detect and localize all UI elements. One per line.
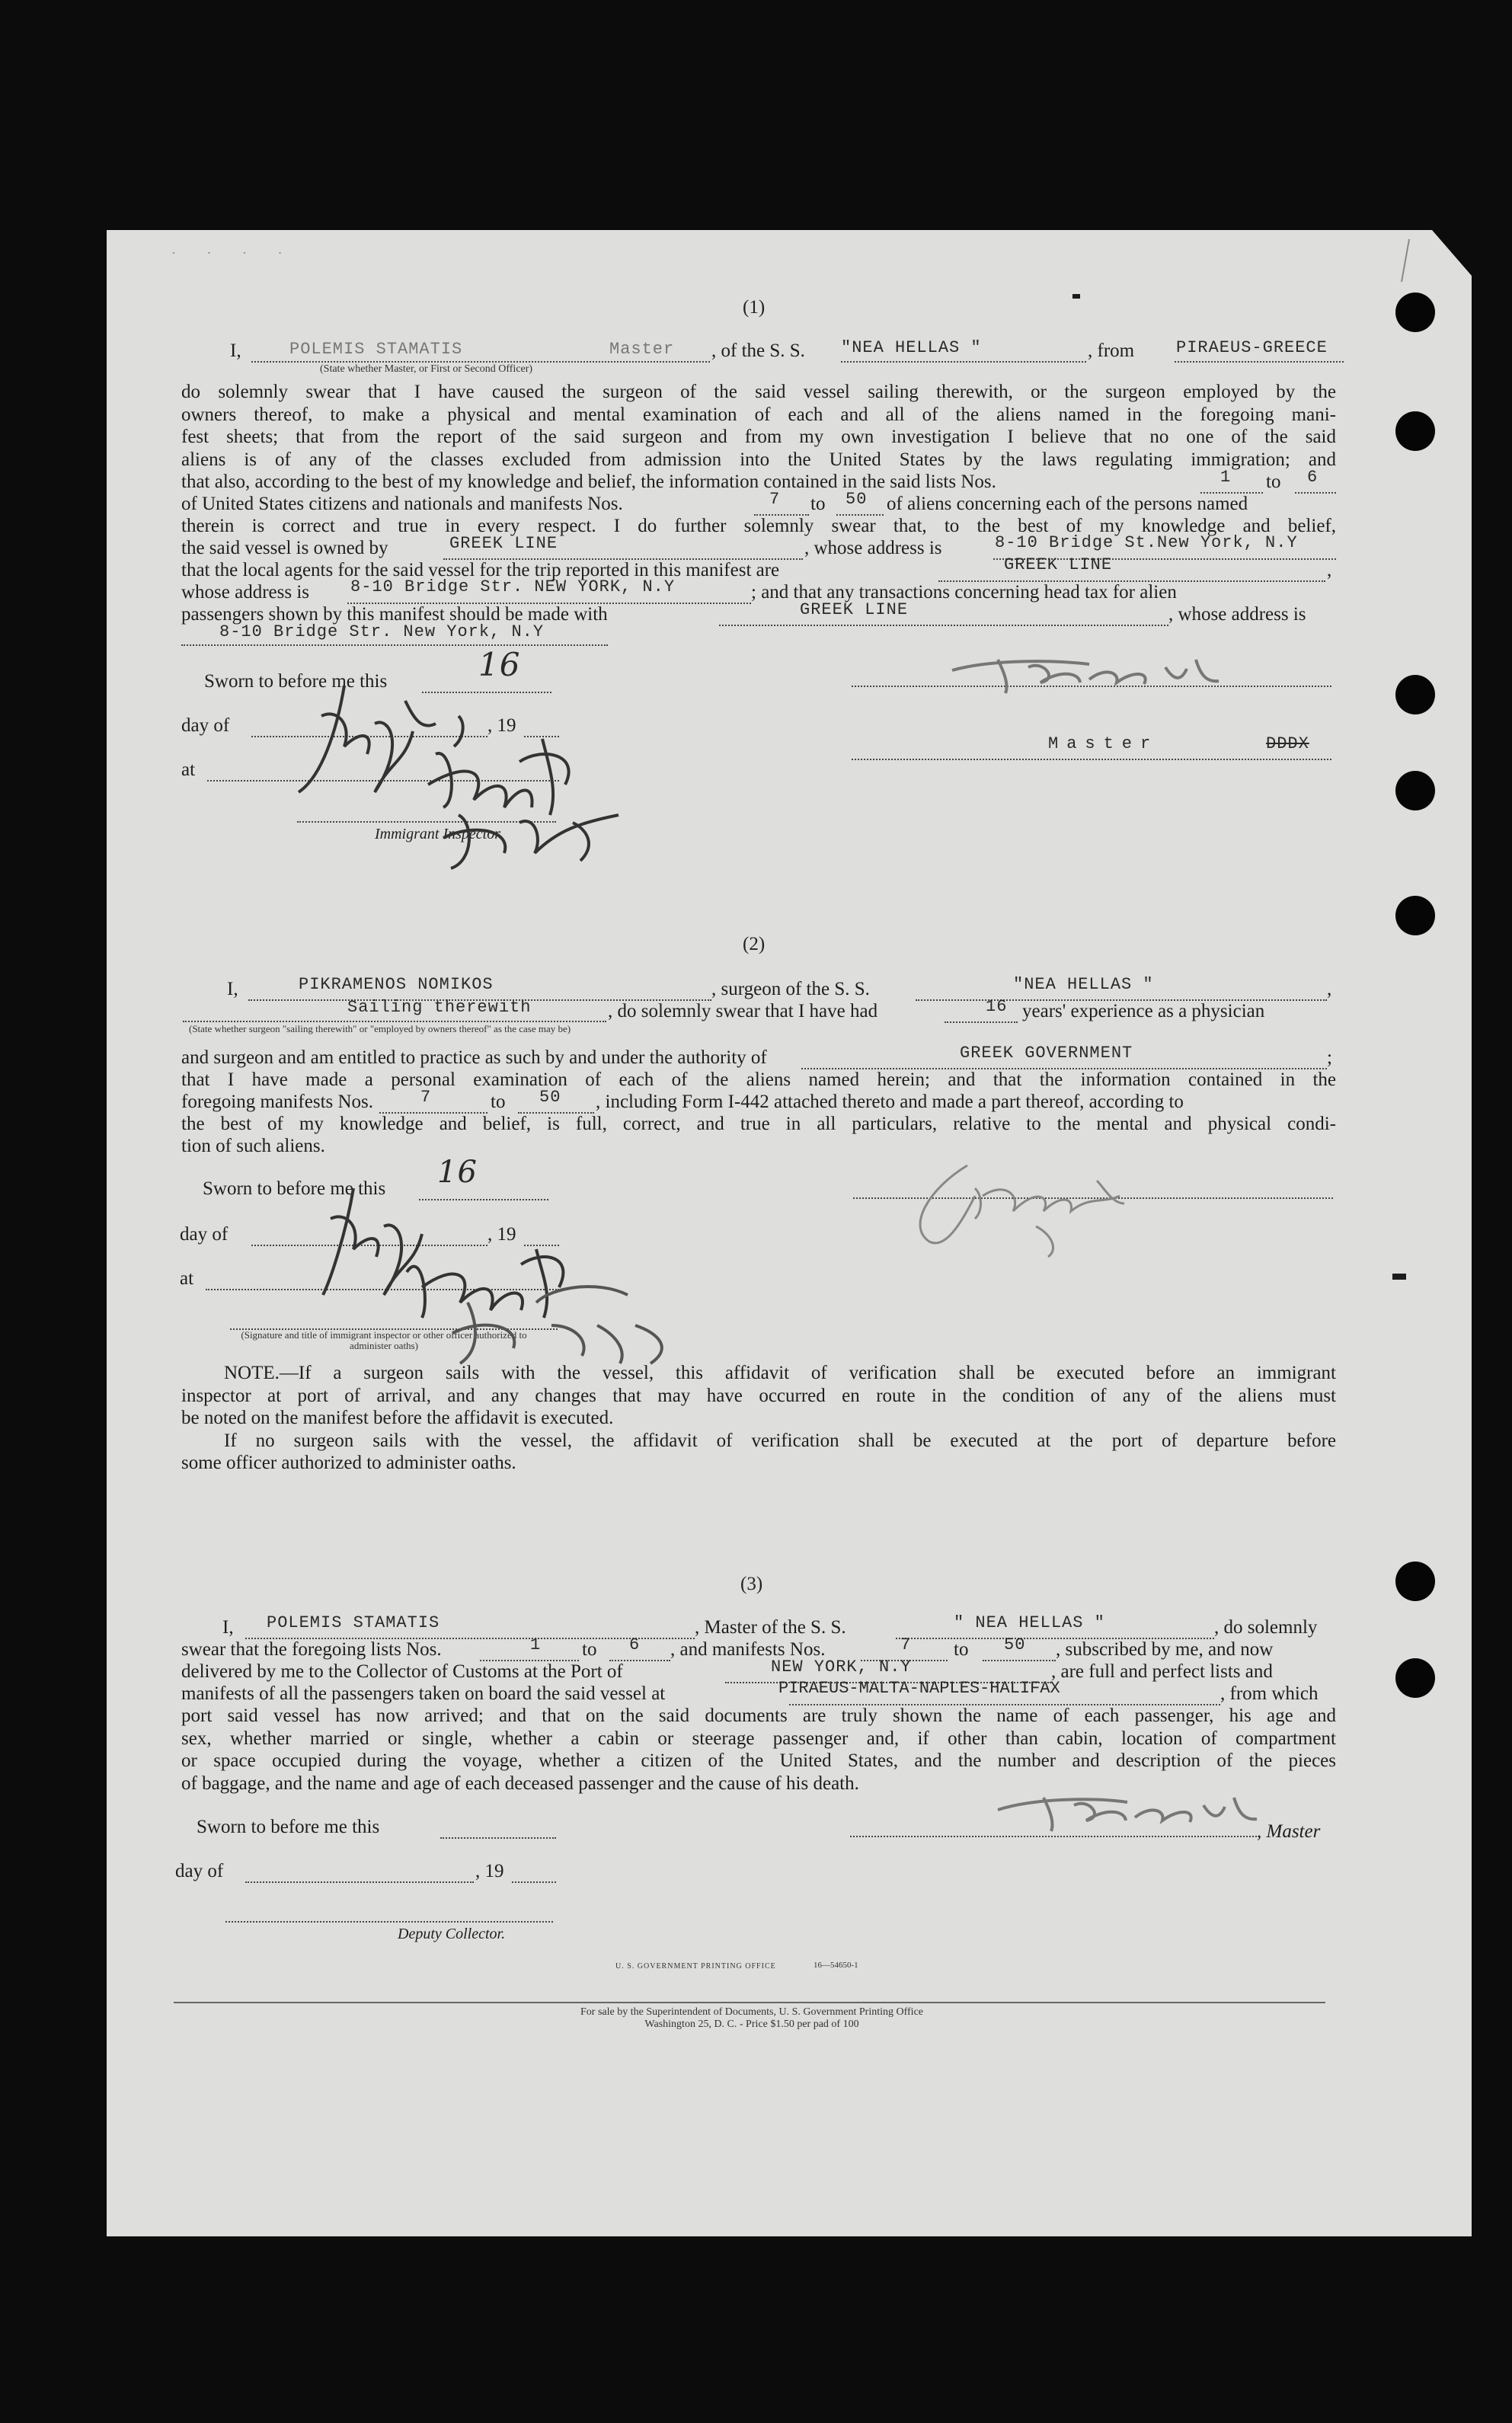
para-line: , from which xyxy=(1220,1683,1319,1704)
years-fill: 16 xyxy=(986,997,1008,1016)
at-label: at xyxy=(180,1268,194,1289)
punch-hole xyxy=(1395,292,1435,332)
sale-line-1: For sale by the Superintendent of Documents, U. S. Government Printing Office xyxy=(580,2006,923,2018)
manifest-to-fill: 50 xyxy=(539,1088,561,1107)
collector-label: Deputy Collector. xyxy=(398,1926,506,1942)
to-label: to xyxy=(1266,471,1281,492)
year-label: , 19 xyxy=(475,1861,504,1881)
lists-to-fill: 6 xyxy=(1307,468,1319,487)
headtax-address-fill: 8-10 Bridge Str. New York, N.Y xyxy=(219,622,545,641)
section-2-number: (2) xyxy=(743,934,766,954)
form-code: 16—54650-1 xyxy=(814,1961,858,1970)
para-line: of United States citizens and nationals and manifests Nos. xyxy=(181,494,623,514)
para-line: do solemnly swear that I have caused the surgeon of the said vessel sailing therewith, or the surgeon employed by the xyxy=(181,382,1336,402)
note-line: be noted on the manifest before the affidavit is executed. xyxy=(181,1408,614,1428)
from-port-fill: PIRAEUS-GREECE xyxy=(1176,338,1328,357)
para-line: that I have made a personal examination of each of the aliens named herein; and that the information contained in the xyxy=(181,1069,1336,1090)
years-label: years' experience as a physician xyxy=(1022,1001,1265,1021)
footer-rule xyxy=(174,2002,1325,2003)
swear-label: , do solemnly swear that I have had xyxy=(608,1001,878,1021)
note-line: inspector at port of arrival, and any changes that may have occurred en route in the condition of any of the aliens must xyxy=(181,1385,1336,1406)
sworn-label: Sworn to before me this xyxy=(203,1178,386,1199)
punch-hole xyxy=(1395,1562,1435,1601)
manifest-to-fill: 50 xyxy=(1004,1635,1026,1654)
para-line: , are full and perfect lists and xyxy=(1051,1661,1273,1682)
para-line: , whose address is xyxy=(1168,604,1306,625)
comma: , xyxy=(1327,560,1332,580)
para-line: whose address is xyxy=(181,582,310,603)
to-label: to xyxy=(954,1639,969,1660)
officer-hint: (Signature and title of immigrant inspector or other officer authorized to administer oaths) xyxy=(241,1329,527,1351)
master-strike-fill: DDDX xyxy=(1266,734,1309,753)
edge-mark xyxy=(1394,238,1417,287)
from-line xyxy=(1175,361,1344,363)
headtax-line xyxy=(719,625,1168,626)
sworn-day-fill: 16 xyxy=(437,1155,478,1190)
para-line: and surgeon and am entitled to practice as such by and under the authority of xyxy=(181,1047,767,1068)
master-label: , Master xyxy=(1257,1821,1321,1842)
sworn-label: Sworn to before me this xyxy=(197,1817,380,1837)
sworn-label: Sworn to before me this xyxy=(204,671,388,692)
para-line: delivered by me to the Collector of Customs at the Port of xyxy=(181,1661,623,1682)
lists-to-fill: 6 xyxy=(629,1635,641,1654)
day-of-label: day of xyxy=(180,1224,229,1245)
note-paragraph xyxy=(181,1362,1336,1475)
para-line: , and manifests Nos. xyxy=(670,1639,826,1660)
para-line: , subscribed by me, and now xyxy=(1056,1639,1274,1660)
status-line xyxy=(183,1021,606,1022)
master-signature xyxy=(945,637,1280,702)
gpo-imprint: U. S. GOVERNMENT PRINTING OFFICE xyxy=(615,1962,776,1971)
punch-hole xyxy=(1395,896,1435,935)
para-line: , do solemnly xyxy=(1214,1617,1318,1638)
manifest-from-fill: 7 xyxy=(420,1088,432,1107)
surgeon-vessel-fill: "NEA HELLAS " xyxy=(1013,975,1154,994)
section-1-paragraph xyxy=(181,381,1336,471)
punch-hole xyxy=(1395,411,1435,451)
inspector-label: Immigrant Inspector. xyxy=(375,826,503,842)
owner-address-fill: 8-10 Bridge St.New York, N.Y xyxy=(995,533,1298,552)
para-line: tion of such aliens. xyxy=(181,1136,325,1156)
para-line: fest sheets; that from the report of the said surgeon and from my own investigation I believe that no one of the said xyxy=(181,427,1336,447)
surgeon-signature xyxy=(899,1150,1158,1261)
section-3-i-label: I, xyxy=(222,1617,234,1638)
para-line: , including Form I-442 attached thereto and made a part thereof, according to xyxy=(596,1092,1184,1112)
paper-mark xyxy=(1072,294,1080,299)
para-line: that the local agents for the said vessel for the trip reported in this manifest are xyxy=(181,560,780,580)
master-name-fill: POLEMIS STAMATIS xyxy=(267,1613,440,1632)
ports-fill: PIRAEUS-MALTA-NAPLES-HALIFAX xyxy=(778,1679,1060,1698)
port-fill: NEW YORK, N.Y xyxy=(771,1657,912,1677)
to-label: to xyxy=(582,1639,597,1660)
vessel-fill: "NEA HELLAS " xyxy=(841,338,982,357)
vessel-line xyxy=(841,361,1086,363)
para-line: therein is correct and true in every respect. I do further solemnly swear that, to the best of my knowledge and belief, xyxy=(181,516,1336,536)
para-line: of aliens concerning each of the persons named xyxy=(887,494,1248,514)
paper-mark xyxy=(1392,1274,1406,1280)
para-line: , whose address is xyxy=(804,538,942,558)
para-line: aliens is of any of the classes excluded from admission into the United States by the laws regulating immigration; and xyxy=(181,449,1336,470)
day-of-label: day of xyxy=(181,715,230,736)
lists-from-fill: 1 xyxy=(530,1635,542,1654)
manifest-to-fill: 50 xyxy=(846,490,868,509)
at-label: at xyxy=(181,759,196,780)
para-line: foregoing manifests Nos. xyxy=(181,1092,374,1112)
section-2-paragraph-b xyxy=(181,1113,1336,1136)
lists-to-line xyxy=(1295,492,1336,494)
note-line: If no surgeon sails with the vessel, the affidavit of verification shall be executed at the port of departure before xyxy=(224,1430,1336,1451)
para-line: swear that the foregoing lists Nos. xyxy=(181,1639,442,1660)
para-line: of baggage, and the name and age of each deceased passenger and the cause of his death. xyxy=(181,1772,859,1794)
para-line: ; and that any transactions concerning head tax for alien xyxy=(751,582,1177,603)
para-line: port said vessel has now arrived; and that on the said documents are truly shown the name of each passenger, his age and xyxy=(181,1705,1336,1726)
master-signature xyxy=(990,1775,1295,1840)
surgeon-of-label: , surgeon of the S. S. xyxy=(711,979,870,999)
manifest-to-line xyxy=(983,1660,1056,1661)
manifest-from-fill: 7 xyxy=(900,1635,912,1654)
day-of-label: day of xyxy=(175,1861,224,1881)
from-label: , from xyxy=(1088,340,1135,361)
agent-fill: GREEK LINE xyxy=(1004,555,1113,574)
agent-address-fill: 8-10 Bridge Str. NEW YORK, N.Y xyxy=(350,577,676,596)
para-line: or space occupied during the voyage, whether a citizen of the United States, and the number and description of the pieces xyxy=(181,1750,1336,1771)
surgeon-name-fill: PIKRAMENOS NOMIKOS xyxy=(299,975,494,994)
to-label: to xyxy=(810,494,826,514)
para-line: passengers shown by this manifest should be made with xyxy=(181,604,608,625)
note-line: some officer authorized to administer oaths. xyxy=(181,1453,516,1473)
sworn-day-fill: 16 xyxy=(478,646,521,683)
semicolon: ; xyxy=(1327,1047,1332,1068)
year-line xyxy=(512,1881,556,1883)
scan-dots: · · · · xyxy=(171,245,296,261)
status-hint: (State whether surgeon "sailing therewith" or "employed by owners thereof" as the case may be) xyxy=(189,1023,571,1034)
para-line: the best of my knowledge and belief, is full, correct, and true in all particulars, relative to the mental and physical condi- xyxy=(181,1114,1336,1134)
status-fill: Sailing therewith xyxy=(347,998,532,1017)
rank-hint: (State whether Master, or First or Second Officer) xyxy=(320,363,533,375)
of-ss-label: , of the S. S. xyxy=(711,340,805,361)
section-2-paragraph xyxy=(181,1069,1336,1092)
section-2-i-label: I, xyxy=(227,979,238,999)
year-label: , 19 xyxy=(487,1224,516,1245)
owner-fill: GREEK LINE xyxy=(449,534,558,553)
section-1-i-label: I, xyxy=(230,340,241,361)
punch-hole xyxy=(1395,1658,1435,1698)
para-line: that also, according to the best of my knowledge and belief, the information contained in the said lists Nos. xyxy=(181,471,996,492)
para-line: the said vessel is owned by xyxy=(181,538,388,558)
section-1-number: (1) xyxy=(743,297,766,318)
officer-signature xyxy=(308,1173,734,1375)
section-3-number: (3) xyxy=(740,1574,763,1594)
para-line: sex, whether married or single, whether a cabin or steerage passenger and, if other than cabin, location of compartment xyxy=(181,1728,1336,1749)
punch-hole xyxy=(1395,675,1435,714)
inspector-signature xyxy=(291,670,687,880)
lists-from-fill: 1 xyxy=(1220,468,1232,487)
years-line xyxy=(945,1021,1018,1023)
note-line: NOTE.—If a surgeon sails with the vessel, this affidavit of verification shall be executed before an immigrant xyxy=(224,1363,1336,1383)
sale-line-2: Washington 25, D. C. - Price $1.50 per pad of 100 xyxy=(644,2019,859,2030)
authority-fill: GREEK GOVERNMENT xyxy=(960,1044,1133,1063)
para-line: manifests of all the passengers taken on board the said vessel at xyxy=(181,1683,666,1704)
punch-hole xyxy=(1395,771,1435,810)
headtax-address-line xyxy=(181,644,608,646)
day-of-line xyxy=(245,1881,474,1883)
name-line xyxy=(251,361,710,363)
comma: , xyxy=(1327,979,1332,999)
headtax-fill: GREEK LINE xyxy=(800,600,909,619)
rank-fill: Master xyxy=(609,340,675,359)
year-label: , 19 xyxy=(487,715,516,736)
sworn-line xyxy=(440,1837,556,1839)
master-of-label: , Master of the S. S. xyxy=(695,1617,846,1638)
master-title-line xyxy=(852,759,1331,760)
manifest-from-fill: 7 xyxy=(769,490,781,509)
para-line: owners thereof, to make a physical and mental examination of each and all of the aliens named in the foregoing mani- xyxy=(181,404,1336,425)
to-label: to xyxy=(491,1092,506,1112)
master-name-fill: POLEMIS STAMATIS xyxy=(289,340,463,359)
master-title-fill: Master xyxy=(1048,734,1159,753)
master-vessel-fill: " NEA HELLAS " xyxy=(954,1613,1105,1632)
